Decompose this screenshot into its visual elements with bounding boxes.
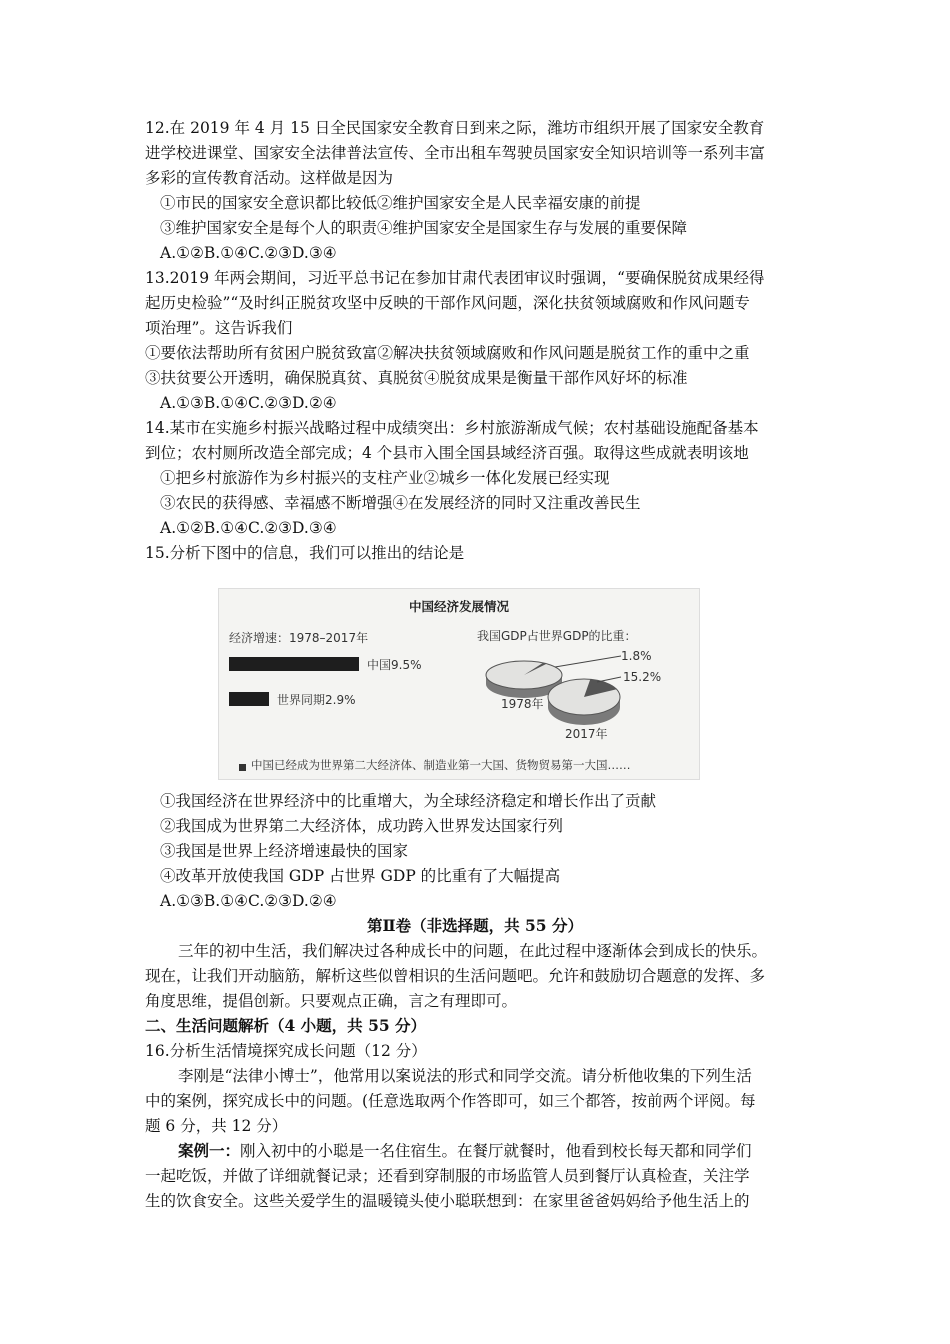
pie-1978-year: 1978年 [501, 697, 544, 711]
pie-2017-percent: 15.2% [623, 670, 662, 684]
case1-label: 案例一： [178, 1141, 241, 1160]
pie-charts [219, 589, 699, 779]
q15-stem: 15.分析下图中的信息，我们可以推出的结论是 [145, 544, 465, 562]
q13-option-line1: ①要依法帮助所有贫困户脱贫致富②解决扶贫领域腐败和作风问题是脱贫工作的重中之重 [145, 344, 750, 362]
q15-choices: A.①③B.①④C.②③D.②④ [160, 892, 337, 910]
part2-title: 二、生活问题解析（4 小题，共 55 分） [145, 1016, 427, 1035]
q14-option-line1: ①把乡村旅游作为乡村振兴的支柱产业②城乡一体化发展已经实现 [160, 469, 610, 487]
q12-option-line1: ①市民的国家安全意识都比较低②维护国家安全是人民幸福安康的前提 [160, 194, 641, 212]
q16-para-line2: 中的案例，探究成长中的问题。(任意选取两个作答即可，如三个都答，按前两个评阅。每 [145, 1092, 756, 1110]
q16-title: 16.分析生活情境探究成长问题（12 分） [145, 1042, 427, 1060]
share-label: 我国GDP占世界GDP的比重： [477, 629, 637, 643]
q13-stem-line1: 13.2019 年两会期间，习近平总书记在参加甘肃代表团审议时强调，“要确保脱贫成果经得 [145, 269, 765, 287]
growth-label: 经济增速：1978–2017年 [229, 631, 369, 645]
q14-stem-line2: 到位；农村厕所改造全部完成；4 个县市入围全国县域经济百强。取得这些成就表明该地 [145, 444, 749, 462]
figure-title: 中国经济发展情况 [408, 599, 509, 614]
section2-intro-line1: 三年的初中生活，我们解决过各种成长中的问题，在此过程中逐渐体会到成长的快乐。 [178, 942, 768, 960]
q13-choices: A.①③B.①④C.②③D.②④ [160, 394, 337, 412]
bar-world-label: 世界同期2.9% [277, 693, 356, 707]
section2-header: 第Ⅱ卷（非选择题，共 55 分） [367, 916, 583, 935]
bar-china-label: 中国9.5% [367, 658, 422, 672]
q14-stem-line1: 14.某市在实施乡村振兴战略过程中成绩突出：乡村旅游渐成气候；农村基础设施配备基本 [145, 419, 759, 437]
q16-para-line1: 李刚是“法律小博士”，他常用以案说法的形式和同学交流。请分析他收集的下列生活 [178, 1067, 752, 1085]
q12-option-line2: ③维护国家安全是每个人的职责④维护国家安全是国家生存与发展的重要保障 [160, 219, 688, 237]
section2-intro-line3: 角度思维，提倡创新。只要观点正确，言之有理即可。 [145, 992, 518, 1010]
q12-choices: A.①②B.①④C.②③D.③④ [160, 244, 337, 262]
economy-figure [218, 588, 700, 780]
q15-option2: ②我国成为世界第二大经济体，成功跨入世界发达国家行列 [160, 817, 564, 835]
q15-option1: ①我国经济在世界经济中的比重增大，为全球经济稳定和增长作出了贡献 [160, 792, 657, 810]
q14-option-line2: ③农民的获得感、幸福感不断增强④在发展经济的同时又注重改善民生 [160, 494, 641, 512]
q13-stem-line2: 起历史检验”“及时纠正脱贫攻坚中反映的干部作风问题，深化扶贫领域腐败和作风问题专 [145, 294, 750, 312]
q13-stem-line3: 项治理”。这告诉我们 [145, 319, 293, 337]
case1-text: 刚入初中的小聪是一名住宿生。在餐厅就餐时，他看到校长每天都和同学们 [240, 1142, 752, 1160]
case1-line2: 一起吃饭，并做了详细就餐记录；还看到穿制服的市场监管人员到餐厅认真检查，关注学 [145, 1167, 750, 1185]
case1-line3: 生的饮食安全。这些关爱学生的温暖镜头使小聪联想到：在家里爸爸妈妈给予他生活上的 [145, 1192, 750, 1210]
q15-option4: ④改革开放使我国 GDP 占世界 GDP 的比重有了大幅提高 [160, 867, 561, 885]
q12-stem-line3: 多彩的宣传教育活动。这样做是因为 [145, 169, 394, 187]
q14-choices: A.①②B.①④C.②③D.③④ [160, 519, 337, 537]
q12-stem-line1: 12.在 2019 年 4 月 15 日全民国家安全教育日到来之际，潍坊市组织开展了国家安全教育 [145, 119, 765, 137]
figure-footnote: 中国已经成为世界第二大经济体、制造业第一大国、货物贸易第一大国…… [251, 758, 631, 772]
pie-2017-leader [597, 677, 621, 682]
pie-1978-leader [555, 656, 621, 667]
pie-2017-year: 2017年 [565, 727, 608, 741]
section2-intro-line2: 现在，让我们开动脑筋，解析这些似曾相识的生活问题吧。允许和鼓励切合题意的发挥、多 [145, 967, 766, 985]
q13-option-line2: ③扶贫要公开透明，确保脱真贫、真脱贫④脱贫成果是衡量干部作风好坏的标准 [145, 369, 688, 387]
q12-stem-line2: 进学校进课堂、国家安全法律普法宣传、全市出租车驾驶员国家安全知识培训等一系列丰富 [145, 144, 766, 162]
case1-line1 [178, 1139, 848, 1163]
footnote-bullet-icon [239, 764, 246, 771]
q16-para-line3: 题 6 分，共 12 分） [145, 1117, 288, 1135]
q15-option3: ③我国是世界上经济增速最快的国家 [160, 842, 409, 860]
pie-1978-percent: 1.8% [621, 649, 652, 663]
